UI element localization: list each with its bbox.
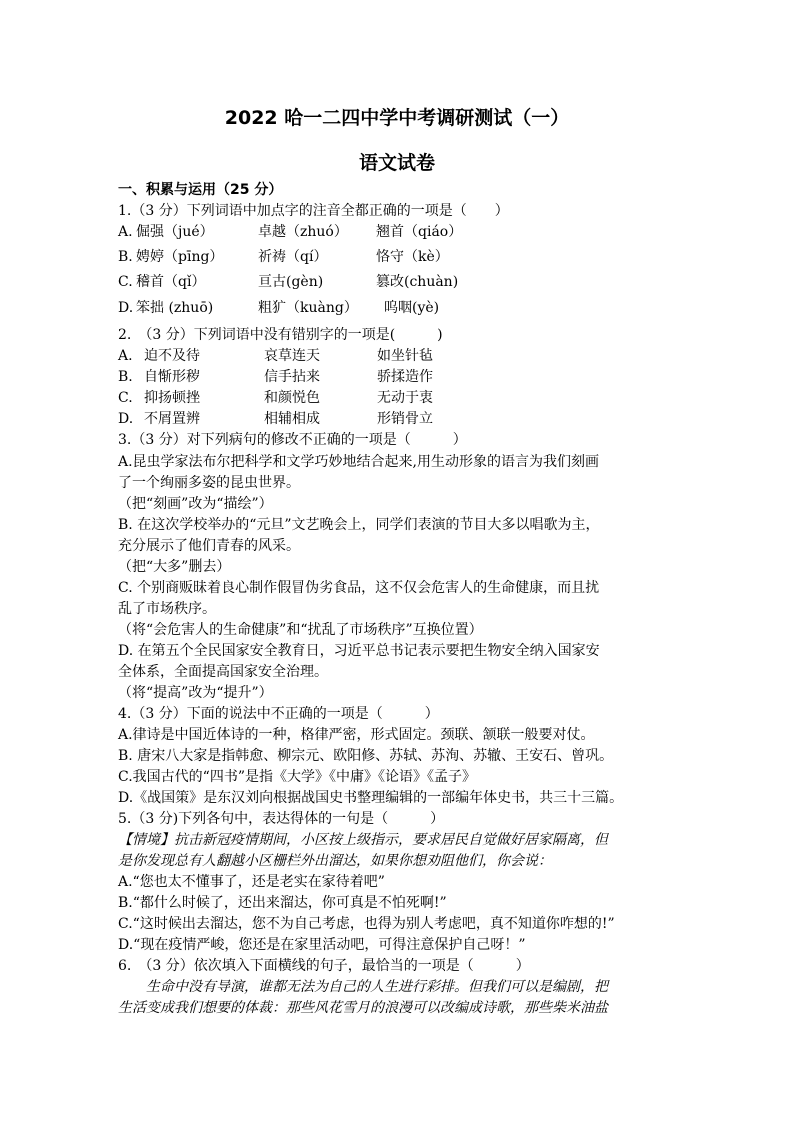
q2-option-b-word1: 自惭形秽 <box>144 369 200 385</box>
q2-option-b-word3: 骄揉造作 <box>377 369 433 385</box>
q5-option-line: D.“现在疫情严峻，您还是在家里活动吧，可得注意保护自己呀！” <box>118 937 526 953</box>
q5-context-line: 是你发现总有人翻越小区栅栏外出溜达，如果你想劝阻他们，你会说： <box>118 853 552 869</box>
q5-option-line: B.“都什么时候了，还出来溜达，你可真是不怕死啊!” <box>118 895 447 911</box>
q1-option-b-word2: 祈祷（qí） <box>258 249 328 265</box>
question-2-stem: 2. （3 分）下列词语中没有错别字的一项是( ) <box>118 327 443 343</box>
q3-text-line: 了一个绚丽多姿的昆虫世界。 <box>118 475 300 491</box>
q3-text-line: C. 个别商贩昧着良心制作假冒伪劣食品，这不仅会危害人的生命健康，而且扰 <box>118 580 600 596</box>
q3-text-line: 乱了市场秩序。 <box>118 601 216 617</box>
q3-text-line: （把“刻画”改为“描绘”） <box>118 496 273 512</box>
q1-option-a-word3: 翘首（qiáo） <box>376 224 463 240</box>
q1-option-c-word1: 稽首（qǐ） <box>136 274 206 290</box>
q1-option-d-word3: 呜咽(yè) <box>384 300 440 316</box>
q1-option-c-word3: 篡改(chuàn) <box>376 274 459 290</box>
q2-option-d-word3: 形销骨立 <box>377 411 433 427</box>
q1-option-a-word1: 倔强（jué） <box>136 224 214 240</box>
q2-option-c-word3: 无动于衷 <box>377 390 433 406</box>
q2-option-c-word2: 和颜悦色 <box>264 390 320 406</box>
question-6-stem: 6. （3 分）依次填入下面横线的句子，最恰当的一项是（ ） <box>118 958 530 974</box>
q2-option-d-word1: 不屑置辨 <box>144 411 200 427</box>
exam-subtitle: 语文试卷 <box>358 152 435 174</box>
q3-text-line: （把“大多”删去） <box>118 559 231 575</box>
q3-text-line: D. 在第五个全民国家安全教育日，习近平总书记表示要把生物安全纳入国家安 <box>118 643 600 659</box>
q1-option-b-word1: 娉婷（pīng） <box>136 249 224 265</box>
q3-text-line: 全体系，全面提高国家安全治理。 <box>118 664 328 680</box>
q2-option-b-word2: 信手拈来 <box>264 369 320 385</box>
q1-option-c-label: C. <box>118 274 133 290</box>
q3-text-line: 充分展示了他们青春的风采。 <box>118 538 300 554</box>
q4-option-line: C.我国古代的“四书”是指《大学》《中庸》《论语》《孟子》 <box>118 769 476 785</box>
q2-option-c-word1: 抑扬顿挫 <box>144 390 200 406</box>
exam-title: 2022 哈一二四中学中考调研测试（一） <box>224 107 570 129</box>
q2-option-c-label: C. <box>118 390 133 406</box>
q3-text-line: （将“提高”改为“提升”） <box>118 685 273 701</box>
q1-option-a-label: A. <box>118 224 133 240</box>
q5-context-line: 【情境】抗击新冠疫情期间，小区按上级指示，要求居民自觉做好居家隔离，但 <box>118 832 608 848</box>
q2-option-a-label: A. <box>118 348 133 364</box>
q3-text-line: B. 在这次学校举办的“元旦”文艺晚会上，同学们表演的节目大多以唱歌为主， <box>118 517 600 533</box>
q5-option-line: C.“这时候出去溜达，您不为自己考虑，也得为别人考虑吧，真不知道你咋想的!” <box>118 916 615 932</box>
question-5-stem: 5.（3 分)下列各句中，表达得体的一句是（ ） <box>118 811 445 827</box>
q2-option-d-label: D. <box>118 411 134 427</box>
q1-option-b-word3: 恪守（kè） <box>376 249 449 265</box>
q2-option-d-word2: 相辅相成 <box>264 411 320 427</box>
q1-option-d-word2: 粗犷（kuàng） <box>258 300 358 316</box>
question-3-stem: 3.（3 分）对下列病句的修改不正确的一项是（ ） <box>118 432 467 448</box>
section-heading: 一、积累与运用（25 分） <box>118 182 283 198</box>
question-4-stem: 4.（3 分）下面的说法中不正确的一项是（ ） <box>118 706 439 722</box>
q1-option-a-word2: 卓越（zhuó） <box>258 224 348 240</box>
q2-option-a-word2: 哀草连天 <box>264 348 320 364</box>
q6-passage-line: 生命中没有导演，谁都无法为自己的人生进行彩排。但我们可以是编剧，把 <box>118 979 608 995</box>
q4-option-line: A.律诗是中国近体诗的一种，格律严密，形式固定。颈联、颔联一般要对仗。 <box>118 727 595 743</box>
q5-option-line: A.“您也太不懂事了，还是老实在家待着吧” <box>118 874 385 890</box>
q3-text-line: （将“会危害人的生命健康”和“扰乱了市场秩序”互换位置） <box>118 622 483 638</box>
q2-option-a-word3: 如坐针毡 <box>377 348 433 364</box>
q3-text-line: A.昆虫学家法布尔把科学和文学巧妙地结合起来,用生动形象的语言为我们刻画 <box>118 454 600 470</box>
q4-option-line: B. 唐宋八大家是指韩愈、柳宗元、欧阳修、苏轼、苏洵、苏辙、王安石、曾巩。 <box>118 748 614 764</box>
q1-option-c-word2: 亘古(gèn) <box>258 274 324 290</box>
question-1-stem: 1.（3 分）下列词语中加点字的注音全都正确的一项是（ ） <box>118 203 509 219</box>
q1-option-b-label: B. <box>118 249 133 265</box>
q2-option-a-word1: 迫不及待 <box>144 348 200 364</box>
q1-option-d-word1: 笨拙 (zhuō) <box>136 300 214 316</box>
q2-option-b-label: B. <box>118 369 133 385</box>
q4-option-line: D.《战国策》是东汉刘向根据战国史书整理编辑的一部编年体史书，共三十三篇。 <box>118 790 624 806</box>
q6-passage-line: 生活变成我们想要的体裁：那些风花雪月的浪漫可以改编成诗歌，那些柴米油盐 <box>118 1000 608 1016</box>
q1-option-d-label: D. <box>118 300 134 316</box>
